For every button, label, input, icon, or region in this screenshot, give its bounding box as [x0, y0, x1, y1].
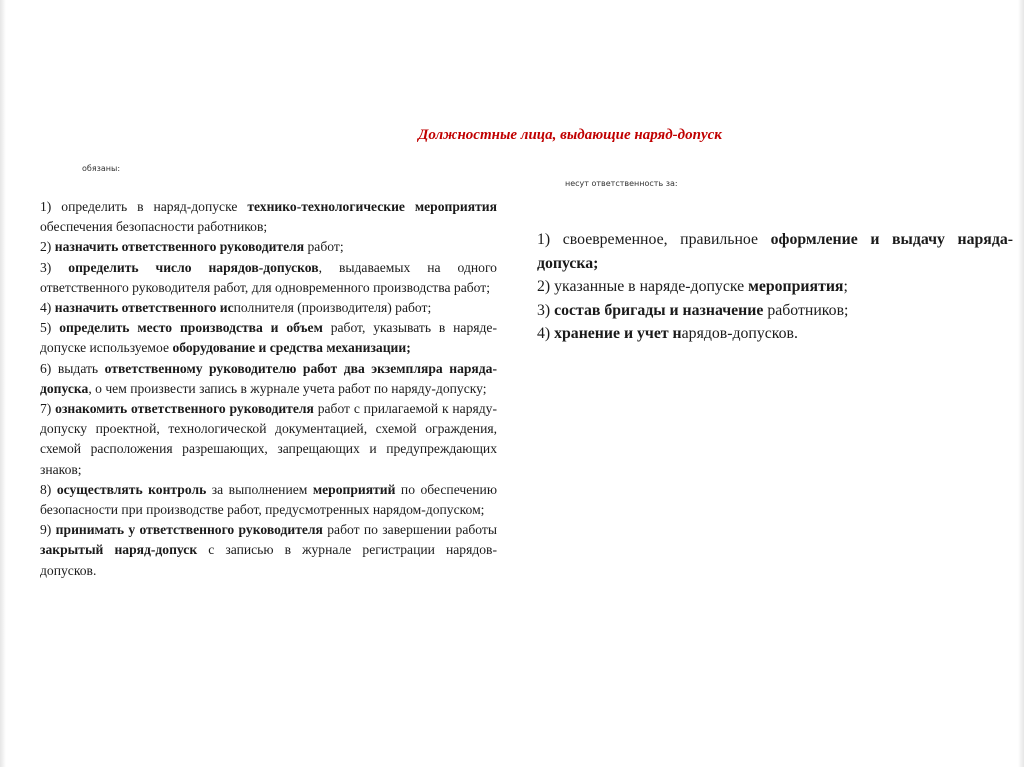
obligations-list — [40, 197, 497, 581]
list-item-bold-text: ответственному руководителю работ два экземпляра наряда-допуска — [40, 360, 497, 396]
list-item-text: полнителя (производителя) работ; — [233, 300, 432, 316]
list-item-bold-text: назначить ответственного руководителя — [54, 239, 305, 255]
list-item — [537, 228, 1013, 275]
list-item-bold-text: оформление и выдачу наряда-допуска; — [537, 231, 1013, 272]
list-item-text: , о чем произвести запись в журнале учета работ по наряду-допуску; — [88, 380, 487, 396]
list-item-text: работ, указывать в наряде-допуске используемое — [40, 320, 497, 356]
list-item-bold-text: хранение и учет н — [554, 325, 682, 342]
responsibility-heading: несут ответственность за: — [565, 179, 678, 188]
responsibility-list — [537, 228, 1013, 346]
list-item-text: 7) — [40, 401, 56, 417]
list-item-bold-text: закрытый наряд-допуск — [40, 542, 198, 558]
obligations-heading: обязаны: — [82, 164, 121, 173]
list-item-bold-text: определить число нарядов-допусков — [68, 259, 319, 275]
list-item-bold-text: состав бригады и назначение — [554, 301, 764, 319]
list-item-bold-text: технико-технологические мероприятия — [247, 199, 497, 214]
slide-title: Должностные лица, выдающие наряд-допуск — [418, 127, 722, 143]
list-item-text: 1) определить в наряд-допуске — [40, 199, 248, 214]
list-item-bold-text: оборудование и средства механизации; — [172, 340, 411, 356]
list-item — [537, 275, 1013, 299]
list-item-text: работников; — [763, 301, 849, 319]
slide-left-edge — [0, 0, 6, 767]
list-item-text: 2) указанные в наряде-допуске — [537, 278, 749, 295]
list-item — [537, 299, 1013, 323]
list-item — [40, 258, 497, 298]
list-item-bold-text: мероприятия — [748, 278, 844, 295]
list-item — [40, 318, 497, 358]
list-item-text: , выдаваемых на одного ответственного руководителя работ, для одновременного производства работ; — [40, 259, 497, 295]
list-item-text: 3) — [40, 259, 69, 275]
list-item — [40, 359, 497, 399]
list-item-bold-text: мероприятий — [312, 481, 396, 497]
list-item-text: 9) — [40, 522, 56, 538]
list-item-text: работ по завершении работы — [322, 522, 497, 538]
list-item-text: работ; — [304, 239, 344, 255]
list-item-text: 5) — [40, 320, 60, 336]
list-item — [40, 298, 497, 318]
list-item — [40, 399, 497, 480]
list-item-text: за выполнением — [206, 481, 313, 497]
list-item-bold-text: ознакомить ответственного руководителя — [55, 401, 314, 417]
list-item — [40, 237, 497, 257]
list-item-text: с записью в журнале регистрации нарядов-допусков. — [40, 542, 497, 578]
slide-right-edge — [1018, 0, 1024, 767]
list-item-text: 4) — [40, 300, 55, 316]
list-item-text: 6) выдать — [40, 360, 105, 376]
list-item-text: работ с прилагаемой к наряду-допуску проектной, технологической документацией, схемой ограждения, схемой расположения разрешающих, запрещающих и предупреждающих знаков; — [40, 401, 497, 477]
list-item-text: ; — [843, 278, 848, 295]
list-item-bold-text: осуществлять контроль — [56, 481, 207, 497]
list-item-text: 2) — [40, 239, 55, 255]
list-item — [537, 322, 1013, 346]
list-item-text: арядов-допусков. — [681, 325, 798, 342]
list-item-text: 8) — [40, 481, 57, 497]
list-item-text: 1) своевременное, правильное — [537, 231, 771, 248]
list-item — [40, 197, 497, 237]
list-item — [40, 480, 497, 520]
list-item-text: обеспечения безопасности работников; — [40, 219, 268, 235]
list-item — [40, 520, 497, 581]
list-item-text: по обеспечению безопасности при производстве работ, предусмотренных нарядом-допуском; — [40, 481, 497, 518]
list-item-bold-text: определить место производства и объем — [59, 320, 323, 336]
list-item-bold-text: принимать у ответственного руководителя — [55, 522, 323, 538]
list-item-bold-text: назначить ответственного ис — [54, 300, 234, 316]
list-item-text: 4) — [537, 325, 555, 342]
list-item-text: 3) — [537, 301, 555, 319]
